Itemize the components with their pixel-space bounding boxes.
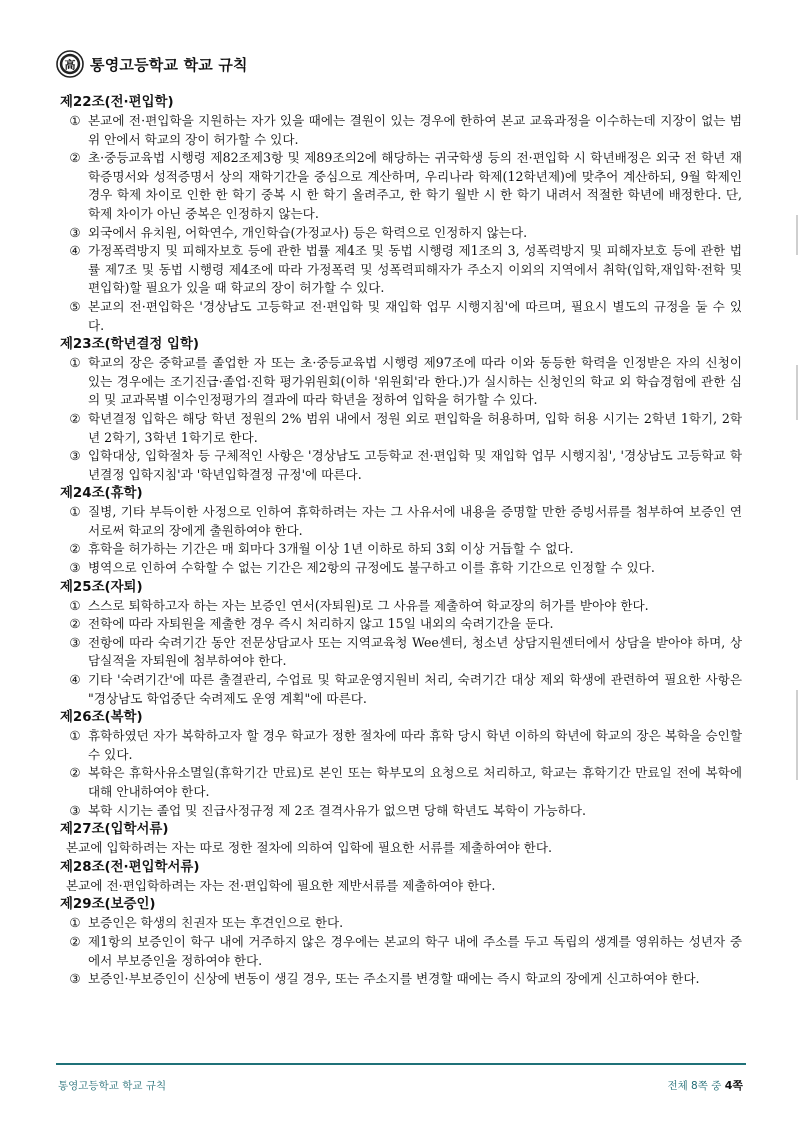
clause-number: ③	[69, 224, 81, 240]
article	[60, 93, 750, 335]
article	[60, 895, 750, 988]
clause-text: 가정폭력방지 및 피해자보호 등에 관한 법률 제4조 및 동법 시행령 제1조의 3, 성폭력방지 및 피해자보호 등에 관한 법률 제7조 및 동법 시행령 제4조에 따라 가정폭력 및 성폭력피해자가 주소지 이외의 지역에서 취학(입학,재입학·전학 및 편입학)할 필요가 있을 때 학교의 장이 허가할 수 있다.	[88, 243, 742, 296]
clause	[60, 615, 750, 634]
footer-total-pages: 전체 8쪽 중	[667, 1080, 722, 1092]
article-title: 제23조(학년결정 입학)	[60, 337, 200, 353]
footer-document-name: 통영고등학교 학교 규칙	[58, 1080, 167, 1092]
article	[60, 708, 750, 820]
clause-number: ③	[69, 802, 81, 818]
clause-text: 보증인은 학생의 친권자 또는 후견인으로 한다.	[88, 915, 344, 931]
scan-edge-mark	[796, 690, 798, 780]
clause	[60, 764, 750, 801]
clause-number: ③	[69, 560, 81, 576]
clause	[60, 112, 750, 149]
clause-number: ①	[69, 915, 81, 931]
clause-text: 복학은 휴학사유소멸일(휴학기간 만료)로 본인 또는 학부모의 요청으로 처리하고, 학교는 휴학기간 만료일 전에 복학에 대해 안내하여야 한다.	[88, 765, 742, 799]
school-emblem-icon	[56, 50, 84, 78]
clause-number: ②	[69, 410, 81, 426]
clause	[60, 597, 750, 616]
clause	[60, 298, 750, 335]
document-title: 통영고등학교 학교 규칙	[90, 55, 248, 74]
clause-text: 기타 '숙려기간'에 따른 출결관리, 수업료 및 학교운영지원비 처리, 숙려기간 대상 제외 학생에 관련하여 필요한 사항은 "경상남도 학업중단 숙려제도 운영 계획"에 따른다.	[88, 672, 742, 706]
clause-number: ①	[69, 728, 81, 744]
clause	[60, 559, 750, 578]
clause-text: 학교의 장은 중학교를 졸업한 자 또는 초·중등교육법 시행령 제97조에 따라 이와 동등한 학력을 인정받은 자의 신청이 있는 경우에는 조기진급·졸업·진학 평가위원회(이하 '위원회'라 한다.)가 실시하는 신청인의 학교 외 학습경험에 관한 심의 및 교과목별 이수인정평가의 결과에 따라 학년을 정하여 입학을 허가할 수 있다.	[88, 355, 742, 408]
clause-text: 복학 시기는 졸업 및 진급사정규정 제 2조 결격사유가 없으면 당해 학년도 복학이 가능하다.	[88, 802, 587, 818]
clause-number: ④	[69, 672, 81, 688]
article-title: 제29조(보증인)	[60, 897, 156, 913]
clause-number: ⑤	[69, 298, 81, 314]
clause	[60, 447, 750, 484]
clause-text: 초·중등교육법 시행령 제82조제3항 및 제89조의2에 해당하는 귀국학생 등의 전·편입학 시 학년배정은 외국 전 학년 재학증명서와 성적증명서 상의 재학기간을 중심으로 계산하며, 우리나라 학제(12학년제)에 맞추어 계산하되, 9월 학제인 경우 학제 차이로 인한 한 학기 중복 시 한 학기 올려주고, 한 학기 월반 시 한 학기 내려서 적절한 학년에 배정한다. 단, 학제 차이가 아닌 중복은 인정하지 않는다.	[88, 150, 742, 221]
clause	[60, 634, 750, 671]
clause-text: 보증인·부보증인이 신상에 변동이 생길 경우, 또는 주소지를 변경할 때에는 즉시 학교의 장에게 신고하여야 한다.	[88, 971, 700, 987]
article-title: 제26조(복학)	[60, 710, 143, 726]
clause-number: ①	[69, 504, 81, 520]
clause-number: ③	[69, 634, 81, 650]
clause-number: ②	[69, 765, 81, 781]
clause-text: 입학대상, 입학절차 등 구체적인 사항은 '경상남도 고등학교 전·편입학 및 재입학 업무 시행지침', '경상남도 고등학교 학년결정 입학지침'과 '학년입학결정 규정'에 따른다.	[88, 448, 742, 482]
clause	[60, 224, 750, 243]
clause-number: ③	[69, 971, 81, 987]
article-title: 제25조(자퇴)	[60, 579, 143, 595]
clause-number: ②	[69, 933, 81, 949]
regulation-body	[60, 93, 750, 989]
clause	[60, 540, 750, 559]
scan-edge-mark	[796, 365, 798, 420]
article-title: 제22조(전·편입학)	[60, 95, 174, 110]
clause	[60, 410, 750, 447]
clause-text: 전항에 따라 숙려기간 동안 전문상담교사 또는 지역교육청 Wee센터, 청소년 상담지원센터에서 상담을 받아야 하며, 상담실적을 자퇴원에 첨부하여야 한다.	[88, 634, 742, 669]
clause-number: ①	[69, 113, 81, 128]
clause	[60, 727, 750, 764]
article	[60, 858, 750, 896]
clause-number: ②	[69, 541, 81, 557]
footer-current-page: 4쪽	[724, 1079, 743, 1092]
article	[60, 335, 750, 484]
article	[60, 484, 750, 577]
clause	[60, 802, 750, 821]
article-title: 제24조(휴학)	[60, 486, 143, 502]
clause	[60, 933, 750, 970]
emblem-character: 高	[64, 58, 76, 72]
clause-number: ②	[69, 616, 81, 632]
clause-text: 제1항의 보증인이 학구 내에 거주하지 않은 경우에는 본교의 학구 내에 주소를 두고 독립의 생계를 영위하는 성년자 중에서 부보증인을 정하여야 한다.	[88, 933, 742, 968]
scan-edge-mark	[796, 215, 798, 255]
article	[60, 820, 750, 858]
clause-text: 휴학을 허가하는 기간은 매 회마다 3개월 이상 1년 이하로 하되 3회 이상 거듭할 수 없다.	[88, 541, 574, 557]
clause-number: ④	[69, 243, 81, 259]
clause-text: 병역으로 인하여 수학할 수 없는 기간은 제2항의 규정에도 불구하고 이를 휴학 기간으로 인정할 수 있다.	[88, 560, 655, 576]
clause-text: 학년결정 입학은 해당 학년 정원의 2% 범위 내에서 정원 외로 편입학을 허용하며, 입학 허용 시기는 2학년 1학기, 2학년 2학기, 3학년 1학기로 한다.	[88, 410, 742, 445]
clause-text: 외국에서 유치원, 어학연수, 개인학습(가정교사) 등은 학력으로 인정하지 않는다.	[88, 224, 528, 240]
clause-text: 휴학하였던 자가 복학하고자 할 경우 학교가 정한 절차에 따라 휴학 당시 학년 이하의 학년에 학교의 장은 복학을 승인할 수 있다.	[88, 728, 742, 762]
article-title: 제27조(입학서류)	[60, 822, 169, 838]
footer-rule	[56, 1063, 746, 1065]
footer-page-indicator	[667, 1077, 743, 1093]
clause-text: 스스로 퇴학하고자 하는 자는 보증인 연서(자퇴원)로 그 사유를 제출하여 학교장의 허가를 받아야 한다.	[88, 597, 649, 613]
clause-text: 질병, 기타 부득이한 사정으로 인하여 휴학하려는 자는 그 사유서에 내용을 증명할 만한 증빙서류를 첨부하여 보증인 연서로써 학교의 장에게 출원하여야 한다.	[88, 504, 742, 538]
clause	[60, 671, 750, 708]
clause-text: 본교의 전·편입학은 '경상남도 고등학교 전·편입학 및 재입학 업무 시행지침'에 따르며, 필요시 별도의 규정을 둘 수 있다.	[88, 298, 742, 333]
clause	[60, 914, 750, 933]
article-title: 제28조(전·편입학서류)	[60, 859, 200, 875]
clause-number: ①	[69, 597, 81, 613]
clause-number: ②	[69, 150, 81, 166]
clause	[60, 970, 750, 989]
clause	[60, 503, 750, 540]
clause-text: 본교에 전·편입학을 지원하는 자가 있을 때에는 결원이 있는 경우에 한하여 본교 교육과정을 이수하는데 지장이 없는 범위 안에서 학교의 장이 허가할 수 있다.	[88, 113, 742, 147]
clause	[60, 242, 750, 298]
article-paragraph: 본교에 입학하려는 자는 따로 정한 절차에 의하여 입학에 필요한 서류를 제출하여야 한다.	[66, 840, 552, 856]
clause	[60, 354, 750, 410]
clause-text: 전학에 따라 자퇴원을 제출한 경우 즉시 처리하지 않고 15일 내외의 숙려기간을 둔다.	[88, 616, 554, 632]
document-header	[56, 49, 248, 79]
clause-number: ③	[69, 448, 81, 464]
clause	[60, 149, 750, 223]
article-paragraph: 본교에 전·편입학하려는 자는 전·편입학에 필요한 제반서류를 제출하여야 한다.	[66, 877, 496, 893]
article	[60, 578, 750, 709]
clause-number: ①	[69, 355, 81, 371]
